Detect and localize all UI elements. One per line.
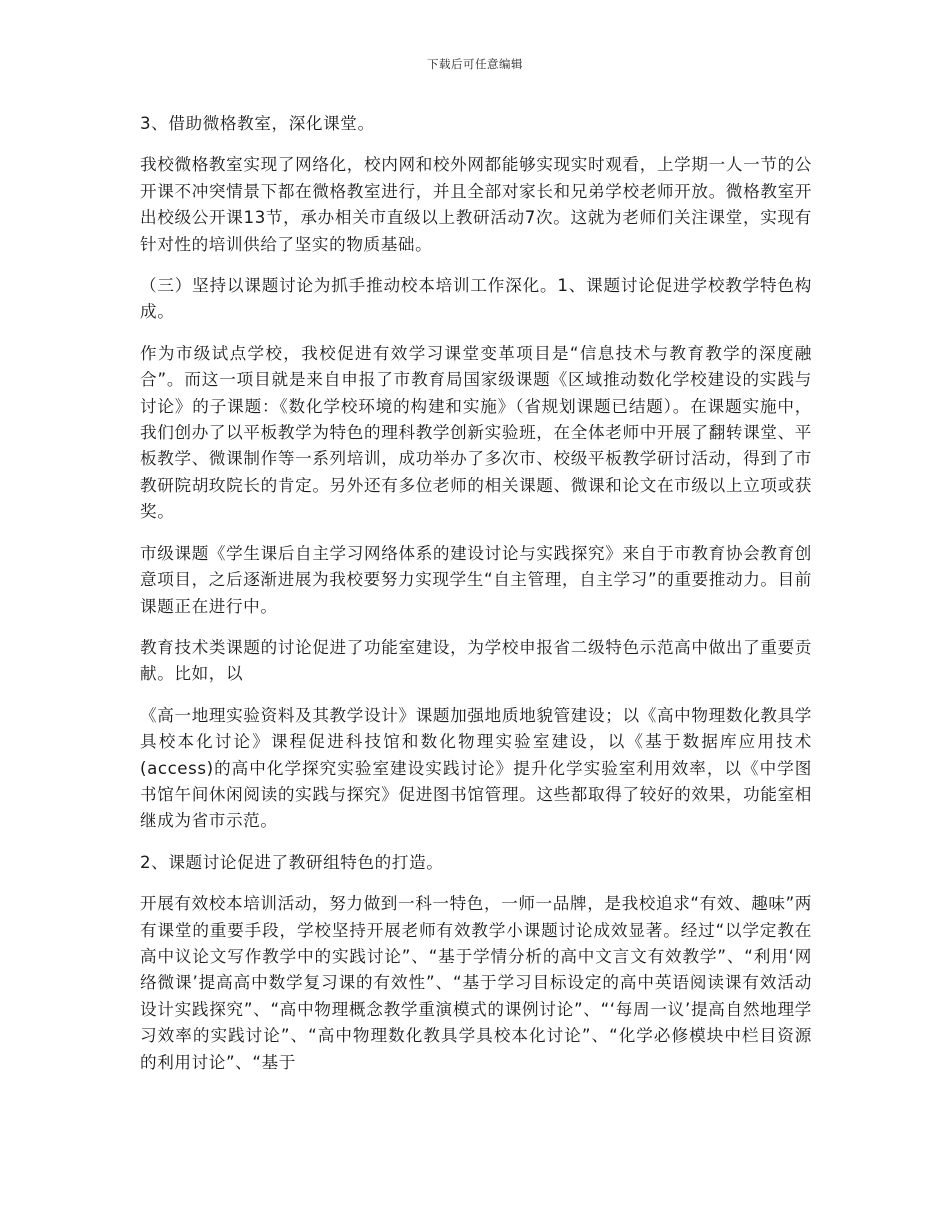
paragraph-city-project: 市级课题《学生课后自主学习网络体系的建设讨论与实践探究》来自于市教育协会教育创意项目，之后逐渐进展为我校要努力实现学生“自主管理，自主学习”的重要推动力。目前课题正在进行中。: [140, 543, 812, 616]
page-header: 下载后可任意编辑: [427, 57, 523, 71]
paragraph-school-training: 开展有效校本培训活动，努力做到一科一特色，一师一品牌，是我校追求“有效、趣味”两有课堂的重要手段，学校坚持开展老师有效教学小课题讨论成效显著。经过“以学定教在高中议论文写作教学中的实践讨论”、“基于学情分析的高中文言文有效教学”、“利用‘网络微课’提高高中数学复习课的有效性”、“基于学习目标设定的高中英语阅读课有效活动设计实践探究”、“高中物理概念教学重演模式的课例讨论”、“‘每周一议’提高自然地理学习效率的实践讨论”、“高中物理数化教具学具校本化讨论”、“化学必修模块中栏目资源的利用讨论”、“基于: [140, 894, 812, 1072]
paragraph-pilot-school: 作为市级试点学校，我校促进有效学习课堂变革项目是“信息技术与教育教学的深度融合”。而这一项目就是来自申报了市教育局国家级课题《区域推动数化学校建设的实践与讨论》的子课题：《数化学校环境的构建和实施》（省规划课题已结题）。在课题实施中，我们创办了以平板教学为特色的理科教学创新实验班，在全体老师中开展了翻转课堂、平板教学、微课制作等一系列培训，成功举办了多次市、校级平板教学研讨活动，得到了市教研院胡玫院长的肯定。另外还有多位老师的相关课题、微课和论文在市级以上立项或获奖。: [140, 343, 812, 522]
section-heading-research: （三）坚持以课题讨论为抓手推动校本培训工作深化。1、课题讨论促进学校教学特色构成。: [140, 276, 812, 322]
paragraph-weige-classroom: 我校微格教室实现了网络化，校内网和校外网都能够实现实时观看，上学期一人一节的公开课不冲突情景下都在微格教室进行，并且全部对家长和兄弟学校老师开放。微格教室开出校级公开课13节，承办相关市直级以上教研活动7次。这就为老师们关注课堂，实现有针对性的培训供给了坚实的物质基础。: [140, 155, 812, 254]
section-heading-teaching-groups: 2、课题讨论促进了教研组特色的打造。: [140, 852, 444, 872]
paragraph-edu-tech: 教育技术类课题的讨论促进了功能室建设，为学校申报省二级特色示范高中做出了重要贡献。比如，以: [140, 637, 812, 684]
section-heading-weige: 3、借助微格教室，深化课堂。: [140, 114, 375, 133]
paragraph-function-rooms: 《高一地理实验资料及其教学设计》课题加强地质地貌管建设；以《高中物理数化教具学具校本化讨论》课程促进科技馆和数化物理实验室建设，以《基于数据库应用技术(access)的高中化学探究实验室建设实践讨论》提升化学实验室利用效率，以《中学图书馆午间休闲阅读的实践与探究》促进图书馆管理。这些都取得了较好的效果，功能室相继成为省市示范。: [140, 705, 812, 831]
document-body: [140, 111, 812, 1091]
